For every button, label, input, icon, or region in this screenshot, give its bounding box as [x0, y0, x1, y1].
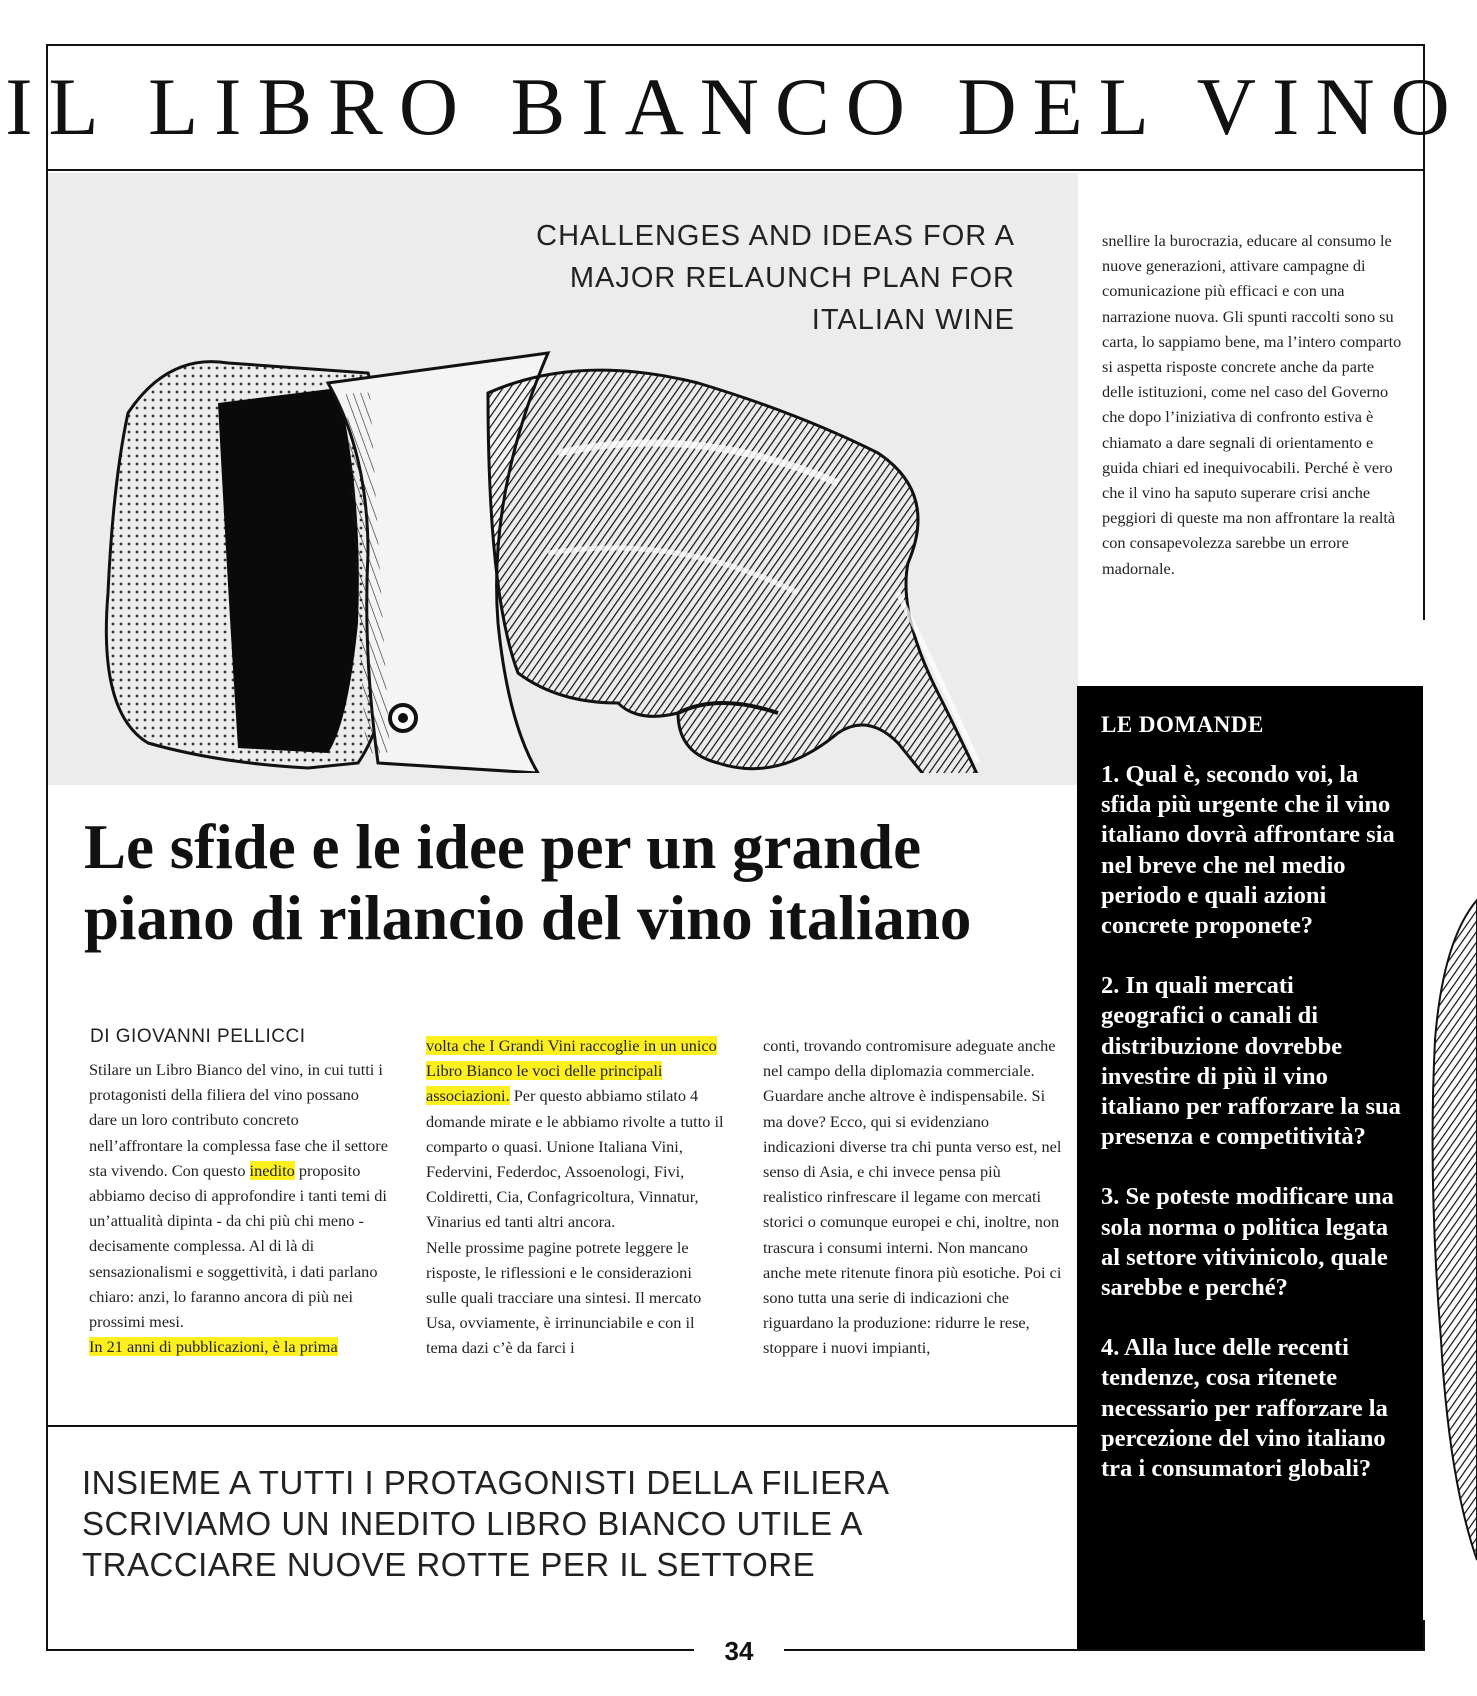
- highlighted-text: In 21 anni di pubblicazioni, è la prima: [89, 1337, 338, 1357]
- masthead-title: IL LIBRO BIANCO DEL VINO: [5, 60, 1466, 152]
- question-item: 2. In quali mercati geografici o canali di distribuzione dovrebbe investire di più il vino italiano per rafforzare la sua presenza e competitività?: [1101, 972, 1401, 1151]
- pull-quote-line: SCRIVIAMO UN INEDITO LIBRO BIANCO UTILE A: [82, 1505, 863, 1542]
- pull-quote-line: TRACCIARE NUOVE ROTTE PER IL SETTORE: [82, 1546, 816, 1583]
- article-headline: Le sfide e le idee per un grande piano di rilancio del vino italiano: [84, 812, 972, 953]
- article-column-2: [426, 1033, 726, 1361]
- article-paragraph: [426, 1033, 726, 1235]
- article-column-3: [763, 1033, 1063, 1361]
- hero-panel: [48, 173, 1078, 785]
- article-paragraph: Nelle prossime pagine potrete leggere le risposte, le riflessioni e le considerazioni sulle quali tracciare una sintesi. Il mercato Usa, ovviamente, è irrinunciabile e con il tema dazi c’è da farci i: [426, 1237, 702, 1358]
- next-page-edge-illustration: [1423, 620, 1477, 1620]
- masthead: [5, 44, 1466, 171]
- question-item: 3. Se poteste modificare una sola norma o politica legata al settore vitivinicolo, quale sarebbe e perché?: [1101, 1183, 1394, 1302]
- article-paragraph: [89, 1334, 389, 1359]
- pull-quote-line: INSIEME A TUTTI I PROTAGONISTI DELLA FILIERA: [82, 1464, 890, 1501]
- highlighted-text: volta che I Grandi Vini raccoglie in un unico Libro Bianco le voci delle principali associazioni.: [426, 1036, 717, 1106]
- questions-box: [1077, 686, 1423, 1649]
- footer-divider: [46, 1425, 1078, 1427]
- hero-subtitle-line: MAJOR RELAUNCH PLAN FOR: [569, 262, 1015, 294]
- pointing-hand-illustration: [78, 293, 1078, 773]
- text-run: Stilare un Libro Bianco del vino, in cui tutti i protagonisti della filiera del vino possano dare un loro contributo concreto nell’affrontare la complessa fase che il settore sta vivendo. Con questo: [89, 1060, 388, 1180]
- question-item: 4. Alla luce delle recenti tendenze, cosa ritenete necessario per rafforzare la percezione del vino italiano tra i consumatori globali?: [1101, 1334, 1388, 1483]
- article-column-1: [89, 1057, 389, 1359]
- pull-quote: [82, 1462, 1062, 1585]
- article-paragraph: conti, trovando contromisure adeguate anche nel campo della diplomazia commerciale. Guardare anche altrove è indispensabile. Si ma dove? Ecco, qui si evidenziano indicazioni diverse tra chi punta verso est, nel senso di Asia, e chi invece pensa più realistico rinfrescare il legame con mercati storici o comunque europei e chi, inoltre, non trascura i consumi interni. Non mancano anche mete ritenute finora più esotiche. Poi ci sono tutta una serie di indicazioni che riguardano la produzione: ridurre le rese, stoppare i nuovi impianti,: [763, 1036, 1062, 1358]
- hero-subtitle-line: CHALLENGES AND IDEAS FOR A: [536, 220, 1015, 252]
- sidebar-text-column: [1102, 228, 1402, 581]
- article-paragraph: [89, 1057, 389, 1334]
- page-number: 34: [694, 1633, 784, 1669]
- text-run: Per questo abbiamo stilato 4 domande mirate e le abbiamo rivolte a tutto il comparto o quasi. Unione Italiana Vini, Federvini, Federdoc, Assoenologi, Fivi, Coldiretti, Cia, Confagricoltura, Vinnatur, Vinarius ed tanti altri ancora.: [426, 1086, 724, 1232]
- highlighted-text: inedito: [249, 1160, 295, 1180]
- questions-list: [1101, 760, 1401, 1484]
- article-byline: DI GIOVANNI PELLICCI: [90, 1026, 306, 1047]
- questions-heading: LE DOMANDE: [1101, 712, 1264, 737]
- hero-subtitle-line: ITALIAN WINE: [811, 304, 1015, 336]
- text-run: proposito abbiamo deciso di approfondire i tanti temi di un’attualità dipinta - da chi più chi meno - decisamente complessa. Al di là di sensazionalismi e soggettività, i dati parlano chiaro: anzi, lo faranno ancora di più nei prossimi mesi.: [89, 1160, 387, 1332]
- question-item: 1. Qual è, secondo voi, la sfida più urgente che il vino italiano dovrà affrontare sia nel breve che nel medio periodo e quali azioni concrete proponete?: [1101, 761, 1395, 940]
- sidebar-paragraph: snellire la burocrazia, educare al consumo le nuove generazioni, attivare campagne di comunicazione più efficaci e con una narrazione nuova. Gli spunti raccolti sono su carta, lo sappiamo bene, ma l’intero comparto si aspetta risposte concrete anche da parte delle istituzioni, come nel caso del Governo che dopo l’iniziativa di confronto estiva è chiamato a dare segnali di orientamento e guida chiari ed inequivocabili. Perché è vero che il vino ha saputo superare crisi anche peggiori di queste ma non affrontare la realtà con consapevolezza sarebbe un errore madornale.: [1102, 231, 1402, 578]
